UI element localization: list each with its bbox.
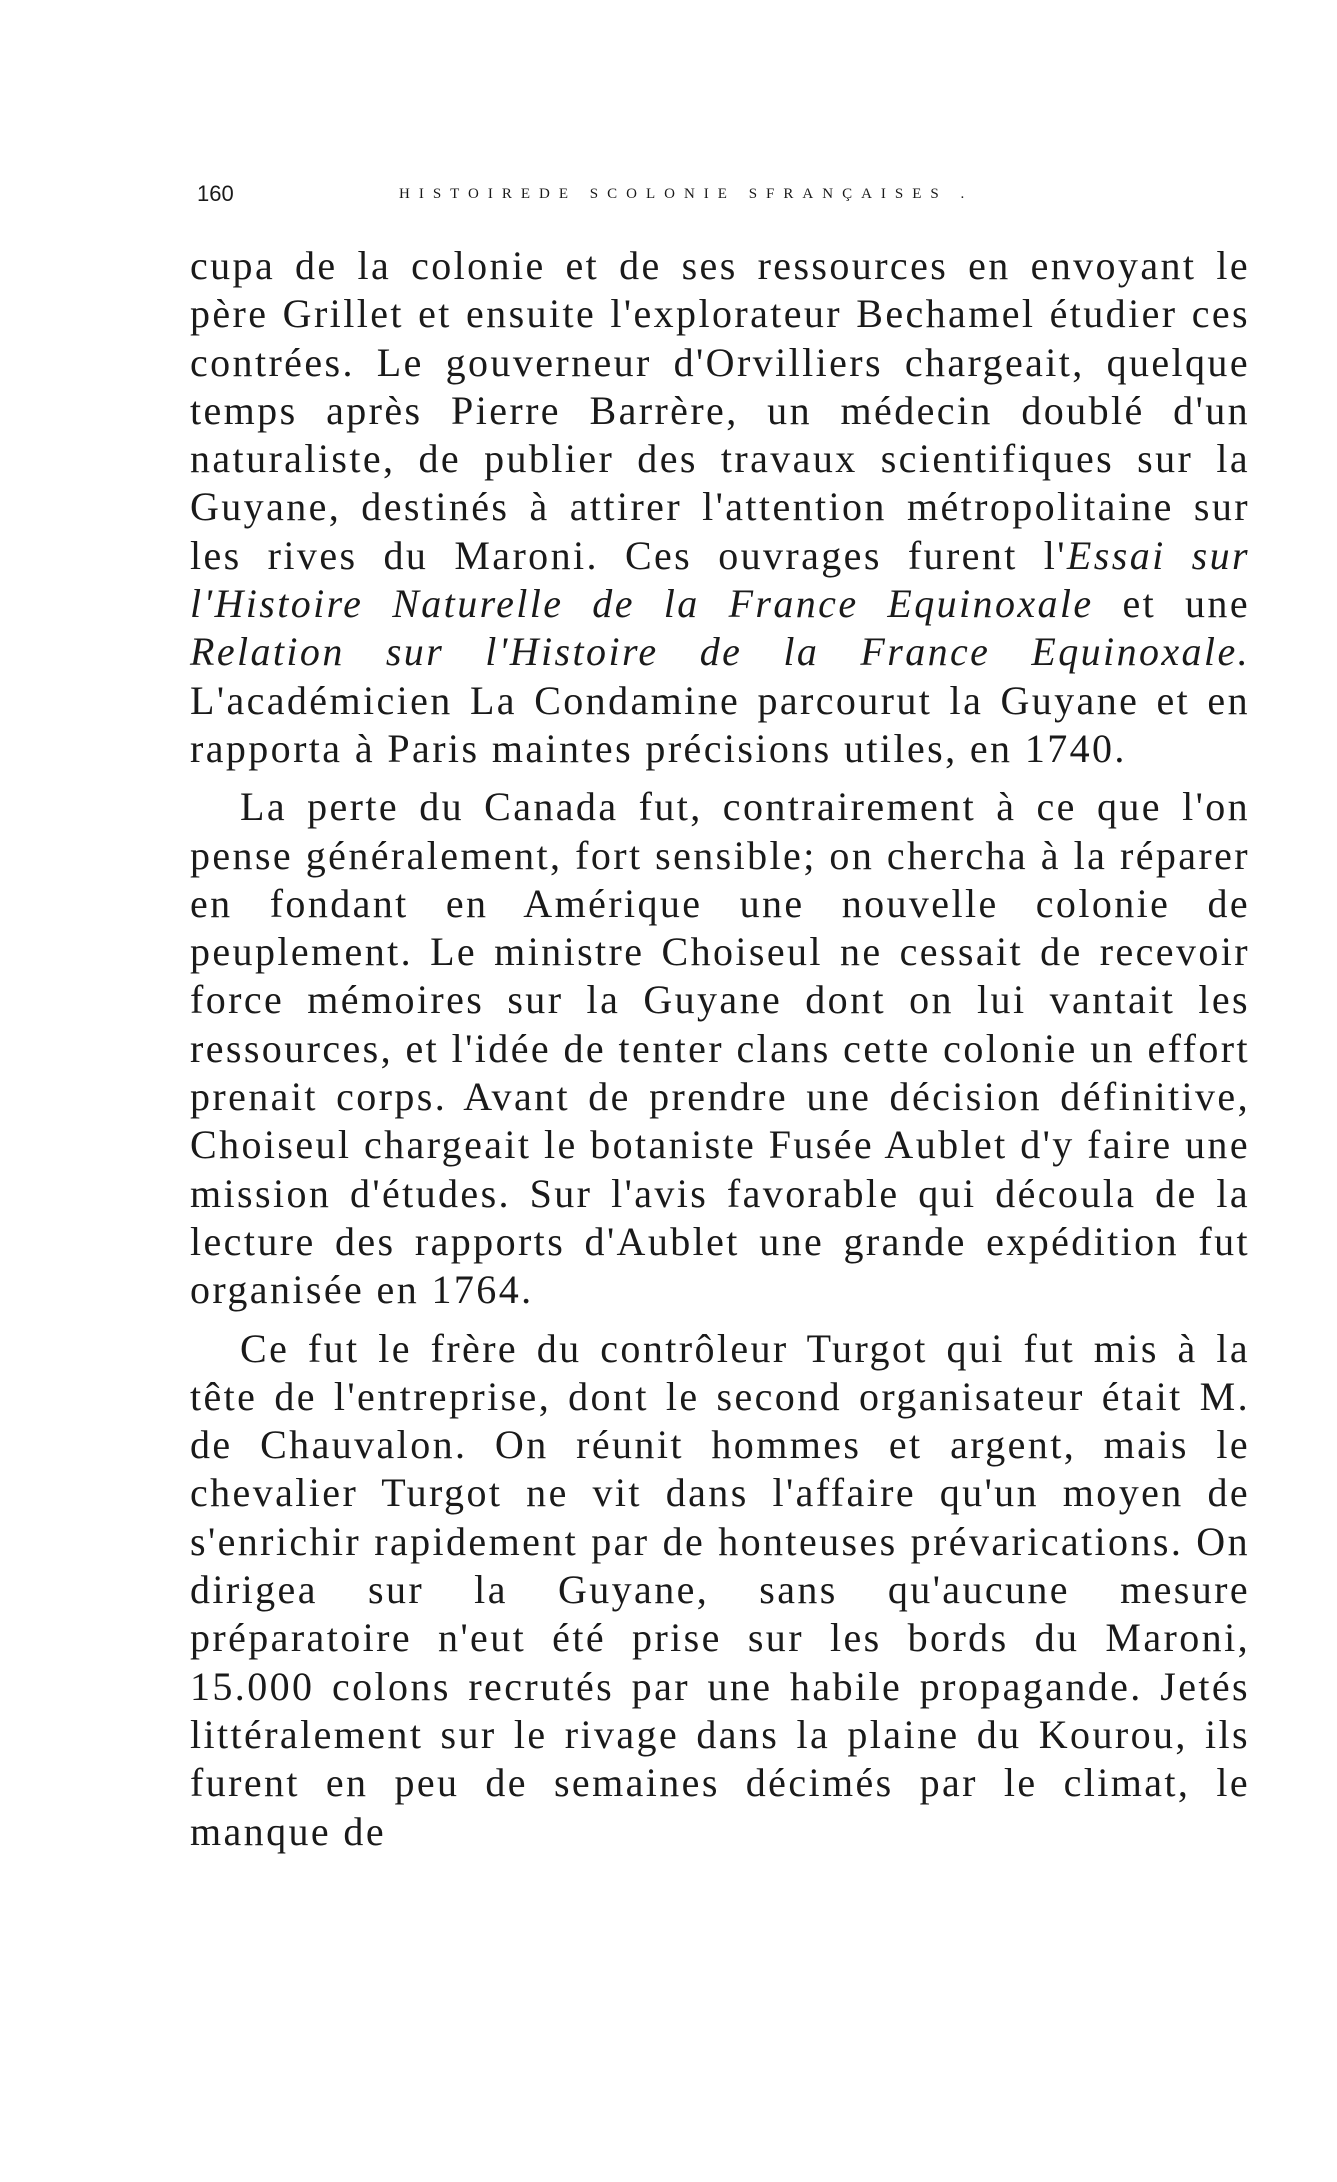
book-title-2: Relation sur l'Histoire de la France Equinoxale.	[190, 629, 1250, 675]
paragraph-1-text-1: cupa de la colonie et de ses ressources en envoyant le père Grillet et ensuite l'explorateur Bechamel étudier ces contrées. Le gouverneur d'Orvilliers chargeait, quelque temps après Pierre Barrère, un médecin doublé d'un naturaliste, de publier des travaux scientifiques sur la Guyane, destinés à attirer l'attention métropolitaine sur les rives du Maroni. Ces ouvrages furent l'	[190, 243, 1250, 578]
page-header	[197, 176, 1257, 212]
paragraph-1	[190, 242, 1250, 773]
body-text	[190, 242, 1250, 1856]
paragraph-1-text-2: et une	[1093, 581, 1250, 627]
page-number: 160	[197, 181, 234, 206]
running-title: HISTOIREDE SCOLONIE SFRANÇAISES .	[399, 186, 974, 202]
paragraph-1-text-3: L'académicien La Condamine parcourut la Guyane et en rapporta à Paris maintes précisions utiles, en 1740.	[190, 677, 1250, 771]
book-title-1: Essai sur l'Histoire Naturelle de la France Equinoxale	[190, 532, 1250, 627]
paragraph-2: La perte du Canada fut, contrairement à ce que l'on pense généralement, fort sensible; on chercha à la réparer en fondant en Amérique une nouvelle colonie de peuplement. Le ministre Choiseul ne cessait de recevoir force mémoires sur la Guyane dont on lui vantait les ressources, et l'idée de tenter clans cette colonie un effort prenait corps. Avant de prendre une décision définitive, Choiseul chargeait le botaniste Fusée Aublet d'y faire une mission d'études. Sur l'avis favorable qui découla de la lecture des rapports d'Aublet une grande expédition fut organisée en 1764.	[190, 784, 1250, 1313]
paragraph-3: Ce fut le frère du contrôleur Turgot qui fut mis à la tête de l'entreprise, dont le second organisateur était M. de Chauvalon. On réunit hommes et argent, mais le chevalier Turgot ne vit dans l'affaire qu'un moyen de s'enrichir rapidement par de honteuses prévarications. On dirigea sur la Guyane, sans qu'aucune mesure préparatoire n'eut été prise sur les bords du Maroni, 15.000 colons recrutés par une habile propagande. Jetés littéralement sur le rivage dans la plaine du Kourou, ils furent en peu de semaines décimés par le climat, le manque de	[190, 1325, 1250, 1854]
